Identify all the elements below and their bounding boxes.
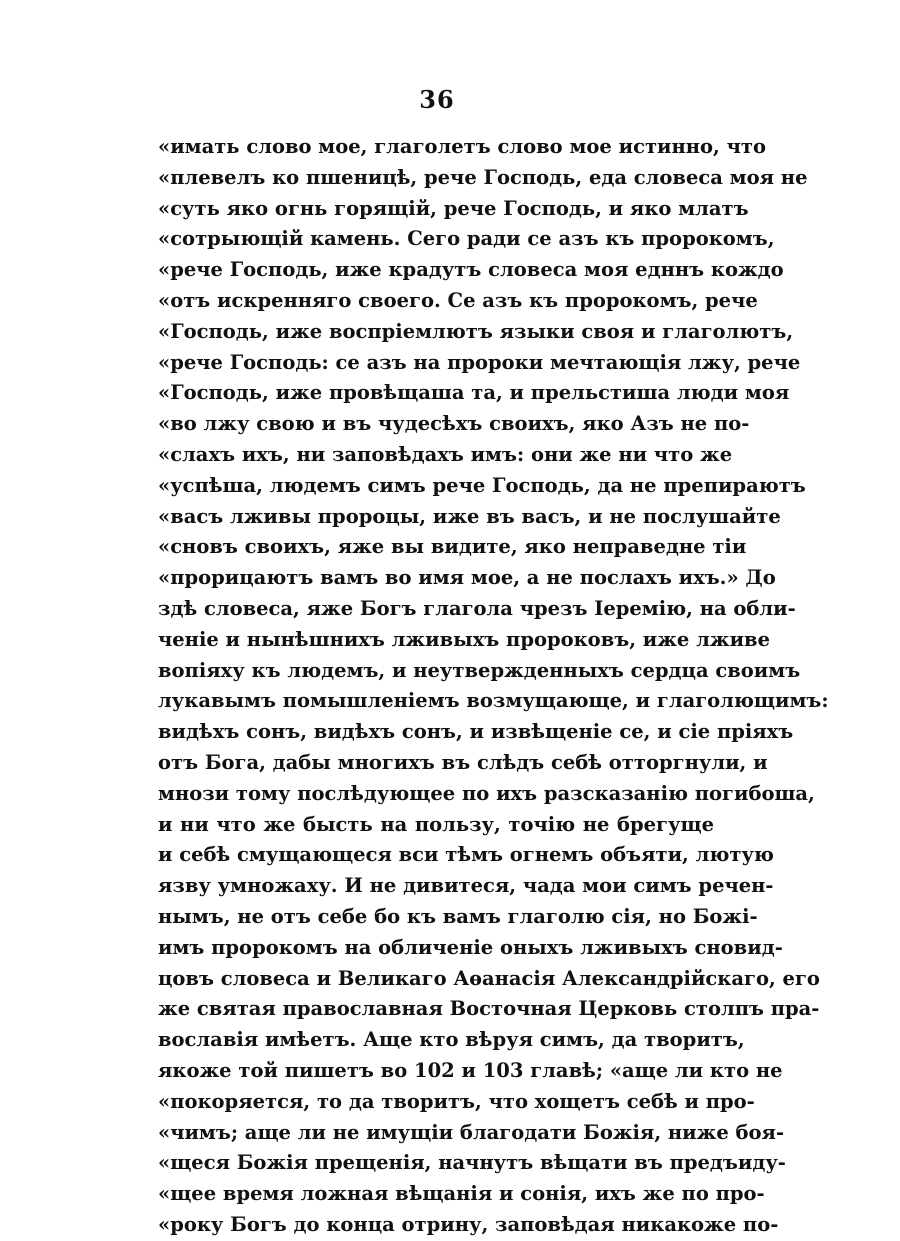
text-line: «Господь, иже провѣщаша та, и прельстиша люди моя xyxy=(158,381,790,405)
text-line: «отъ искренняго своего. Се азъ къ пророкомъ, рече xyxy=(158,288,758,312)
text-line: «щее время ложная вѣщанія и сонія, ихъ же по про- xyxy=(158,1182,765,1206)
text-line: и ни что же бысть на пользу, точію не брегуще xyxy=(158,812,714,836)
text-line: «сновъ своихъ, яже вы видите, яко неправедне тіи xyxy=(158,535,747,559)
text-line: мнози тому послѣдующее по ихъ разсказанію погибоша, xyxy=(158,781,815,805)
text-line: же святая православная Восточная Церковь столпъ пра- xyxy=(158,997,820,1021)
text-line: лукавымъ помышленіемъ возмущающе, и глаголющимъ: xyxy=(158,689,829,713)
page-number: 36 xyxy=(419,85,455,114)
text-line: имъ пророкомъ на обличеніе оныхъ лживыхъ сновид- xyxy=(158,935,783,959)
text-line: «имать слово мое, глаголетъ слово мое истинно, что xyxy=(158,135,766,158)
text-line: «прорицаютъ вамъ во имя мое, а не послахъ ихъ.» До xyxy=(158,566,776,590)
text-line: вославія имѣетъ. Аще кто вѣруя симъ, да творитъ, xyxy=(158,1028,745,1052)
text-line: «покоряется, то да творитъ, что хощетъ себѣ и про- xyxy=(158,1089,755,1113)
text-line: «рече Господь: се азъ на пророки мечтающія лжу, рече xyxy=(158,350,801,374)
text-line: вопіяху къ людемъ, и неутвержденныхъ сердца своимъ xyxy=(158,658,801,682)
text-line: «во лжу свою и въ чудесѣхъ своихъ, яко Азъ не по- xyxy=(158,412,750,436)
text-line: «сотрыющій камень. Сего ради се азъ къ пророкомъ, xyxy=(158,227,775,251)
text-line: «слахъ ихъ, ни заповѣдахъ имъ: они же ни что же xyxy=(158,442,733,466)
text-line: видѣхъ сонъ, видѣхъ сонъ, и извѣщеніе се, и сіе пріяхъ xyxy=(158,720,794,744)
text-line: и себѣ смущающеся вси тѣмъ огнемъ объяти, лютую xyxy=(158,843,774,867)
text-line: «суть яко огнь горящій, рече Господь, и яко млатъ xyxy=(158,196,749,220)
text-line: ченіе и нынѣшнихъ лживыхъ пророковъ, иже лживе xyxy=(158,627,770,651)
text-line: «успѣша, людемъ симъ рече Господь, да не препираютъ xyxy=(158,473,806,497)
text-line: «васъ лживы пророцы, иже въ васъ, и не послушайте xyxy=(158,504,781,528)
text-line: «рече Господь, иже крадутъ словеса моя едннъ кождо xyxy=(158,258,784,282)
text-line: якоже той пишетъ во 102 и 103 главѣ; «аще ли кто не xyxy=(158,1058,783,1082)
text-line: цовъ словеса и Великаго Аѳанасія Александрійскаго, его xyxy=(158,966,820,990)
text-line: «року Богъ до конца отрину, заповѣдая никакоже по- xyxy=(158,1212,779,1236)
text-line: язву умножаху. И не дивитеся, чада мои симъ речен- xyxy=(158,874,774,898)
text-line: здѣ словеса, яже Богъ глагола чрезъ Іеремію, на обли- xyxy=(158,596,796,620)
text-line: «чимъ; аще ли не имущіи благодати Божія, ниже боя- xyxy=(158,1120,785,1144)
text-line: отъ Бога, дабы многихъ въ слѣдъ себѣ отторгнули, и xyxy=(158,750,768,774)
text-line: «Господь, иже воспріемлютъ языки своя и глаголютъ, xyxy=(158,319,794,343)
text-line: нымъ, не отъ себе бо къ вамъ глаголю сія, но Божі- xyxy=(158,904,758,928)
text-line: «плевелъ ко пшеницѣ, рече Господь, еда словеса моя не xyxy=(158,165,808,189)
body-text xyxy=(158,132,829,1241)
text-line: «щеся Божія прещенія, начнутъ вѣщати въ предъиду- xyxy=(158,1151,786,1175)
